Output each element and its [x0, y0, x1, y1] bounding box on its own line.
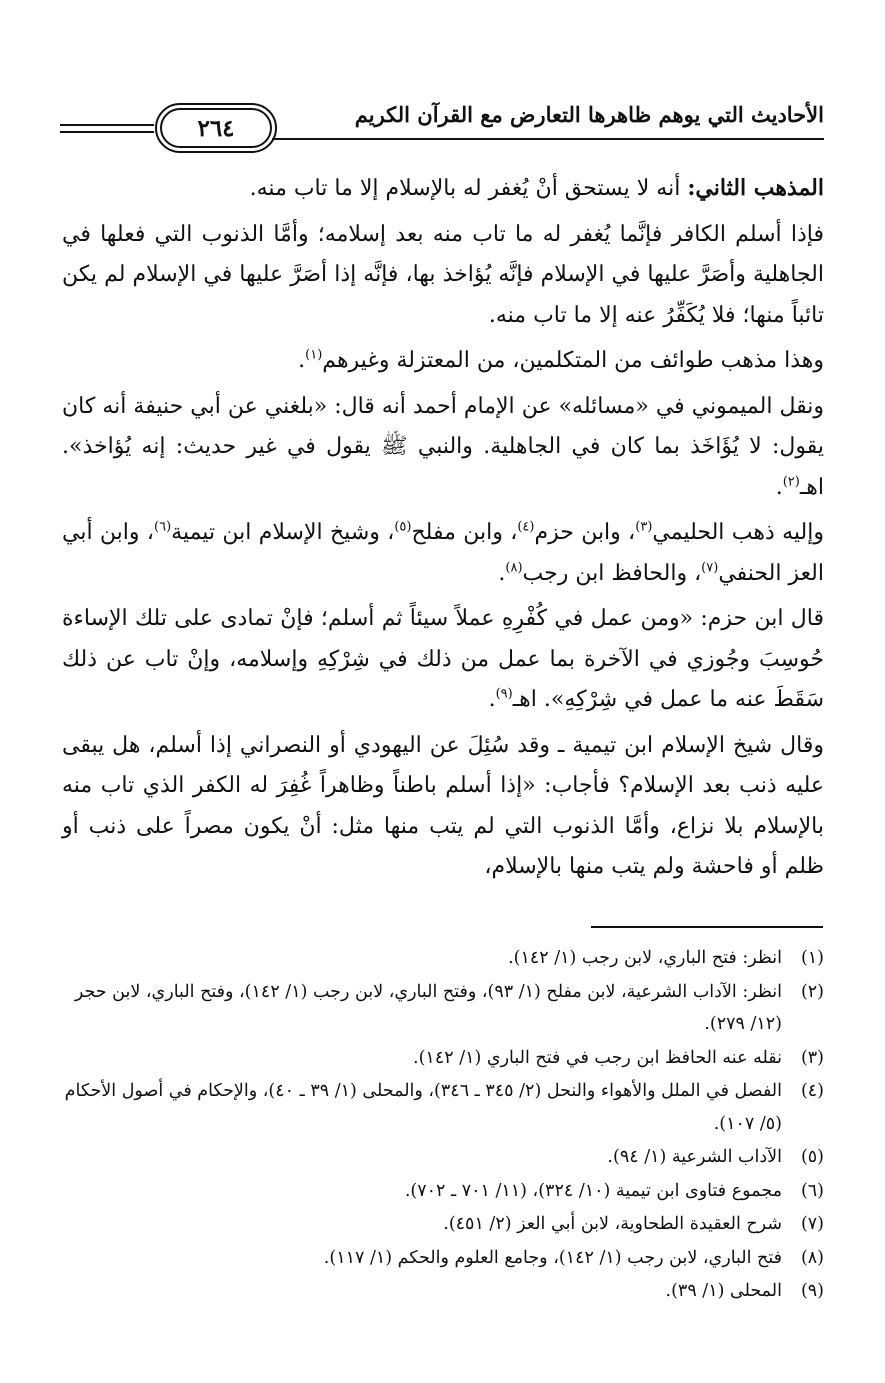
- paragraph-1-text: أنه لا يستحق أنْ يُغفر له بالإسلام إلا ما تاب منه.: [249, 176, 688, 201]
- footnote-item: [62, 1242, 824, 1275]
- page-header: [60, 96, 824, 154]
- footnote-ref-1[interactable]: (١): [305, 347, 323, 363]
- footnote-item: [62, 1042, 824, 1075]
- footnote-text: مجموع فتاوى ابن تيمية (١٠/ ٣٢٤)، (١١/ ٧٠١ ـ ٧٠٢).: [404, 1180, 782, 1201]
- footnote-ref-5[interactable]: (٥): [394, 519, 412, 535]
- paragraph-5-part-a: وإليه ذهب الحليمي: [652, 520, 825, 545]
- footnote-text: نقله عنه الحافظ ابن رجب في فتح الباري (١/ ١٤٢).: [413, 1047, 782, 1068]
- footnote-text: الآداب الشرعية (١/ ٩٤).: [607, 1147, 782, 1167]
- paragraph-6-end: .: [488, 687, 496, 712]
- paragraph-6: [62, 599, 824, 721]
- footnote-text: الفصل في الملل والأهواء والنحل (٢/ ٣٤٥ ـ ٣٤٦)، والمحلى (١/ ٣٩ ـ ٤٠)، والإحكام في أصول الأحكام (٥/ ١٠٧).: [64, 1081, 782, 1134]
- header-rule: [272, 138, 824, 140]
- paragraph-5-part-e: ، وابن أبي العز الحنفي: [62, 520, 824, 586]
- footnote-number: (٧): [800, 1214, 824, 1234]
- paragraph-3-end: .: [298, 348, 306, 373]
- footnote-number: (١): [800, 948, 824, 968]
- footnote-item: [62, 1275, 824, 1308]
- paragraph-2: فإذا أسلم الكافر فإنَّما يُغفر له ما تاب منه بعد إسلامه؛ وأمَّا الذنوب التي فعلها في الجاهلية وأصَرَّ عليها في الإسلام فإنَّه يُؤاخذ بها، فإنَّه إذا أصَرَّ عليها في الإسلام لم يكن تائباً منها؛ فلا يُكَفِّرُ عنه إلا ما تاب منه.: [62, 221, 824, 328]
- footnote-item: [62, 1175, 824, 1208]
- main-text: [62, 168, 824, 893]
- footnote-ref-8[interactable]: (٨): [505, 560, 523, 576]
- footnote-number: (٨): [800, 1247, 824, 1268]
- footnote-number: (٤): [800, 1081, 824, 1101]
- second-school-label: المذهب الثاني:: [687, 175, 824, 201]
- footnote-number: (٦): [800, 1180, 824, 1201]
- footnote-number: (٥): [800, 1147, 824, 1167]
- paragraph-6-text: قال ابن حزم: «ومن عمل في كُفْرِهِ عملاً سيئاً ثم أسلم؛ فإنْ تمادى على تلك الإساءة حُوسِبَ وجُوزي في الآخرة بما عمل من ذلك في شِرْكِهِ وإسلامه، وإنْ تاب عن ذلك سَقَطَ عنه ما عمل في شِرْكِهِ». اهـ: [62, 606, 824, 712]
- footnote-ref-4[interactable]: (٤): [517, 519, 535, 535]
- footnote-item: [62, 1075, 824, 1140]
- footnote-item: [62, 942, 824, 975]
- header-double-rule-bottom: [60, 131, 154, 133]
- footnotes-list: [62, 942, 824, 1309]
- paragraph-7: وقال شيخ الإسلام ابن تيمية ـ وقد سُئِلَ عن اليهودي أو النصراني إذا أسلم، هل يبقى عليه ذنب بعد الإسلام؟ فأجاب: «إذا أسلم باطناً وظاهراً غُفِرَ له الكفر الذي تاب منه بالإسلام بلا نزاع، وأمَّا الذنوب التي لم يتب منها مثل: أنْ يكون مصراً على ذنب أو ظلم أو فاحشة ولم يتب منها بالإسلام،: [62, 732, 824, 879]
- footnote-ref-7[interactable]: (٧): [701, 560, 719, 576]
- footnote-number: (٣): [800, 1047, 824, 1068]
- footnote-number: (٢): [800, 981, 824, 1002]
- footnote-text: فتح الباري، لابن رجب (١/ ١٤٢)، وجامع العلوم والحكم (١/ ١١٧).: [323, 1247, 782, 1268]
- paragraph-5-part-f: ، والحافظ ابن رجب: [522, 560, 702, 586]
- paragraph-5-part-d: ، وشيخ الإسلام ابن تيمية: [171, 520, 395, 545]
- footnote-text: المحلى (١/ ٣٩).: [665, 1281, 782, 1301]
- footnote-text: شرح العقيدة الطحاوية، لابن أبي العز (٢/ ٤٥١).: [443, 1214, 782, 1234]
- paragraph-5-part-c: ، وابن مفلح: [411, 520, 518, 545]
- paragraph-4-end: .: [775, 474, 783, 500]
- footnote-ref-2[interactable]: (٢): [782, 474, 800, 490]
- paragraph-5: [62, 513, 824, 594]
- header-double-rule-top: [60, 124, 154, 126]
- paragraph-3-text: وهذا مذهب طوائف من المتكلمين، من المعتزلة وغيرهم: [322, 348, 824, 373]
- footnote-text: انظر: الآداب الشرعية، لابن مفلح (١/ ٩٣)، وفتح الباري، لابن رجب (١/ ١٤٢)، وفتح الباري، لابن حجر (١٢/ ٢٧٩).: [74, 981, 782, 1034]
- paragraph-4-text: ونقل الميموني في «مسائله» عن الإمام أحمد أنه قال: «بلغني عن أبي حنيفة أنه كان يقول: لا يُؤَاخَذ بما كان في الجاهلية. والنبي ﷺ يقول في غير حديث: إنه يُؤاخذ». اهـ: [62, 393, 825, 500]
- footnote-separator: [591, 926, 823, 928]
- footnote-text: انظر: فتح الباري، لابن رجب (١/ ١٤٢).: [508, 948, 782, 968]
- paragraph-5-end: .: [498, 560, 506, 586]
- paragraph-4: [62, 387, 824, 509]
- footnote-item: [62, 976, 824, 1041]
- paragraph-5-part-b: ، وابن حزم: [534, 520, 636, 545]
- footnote-ref-6[interactable]: (٦): [154, 519, 172, 535]
- footnote-item: [62, 1208, 824, 1241]
- running-title: الأحاديث التي يوهم ظاهرها التعارض مع القرآن الكريم: [354, 102, 824, 127]
- paragraph-1: [62, 168, 824, 210]
- footnote-ref-9[interactable]: (٩): [495, 686, 513, 702]
- paragraph-3: [62, 341, 824, 382]
- footnote-item: [62, 1141, 824, 1174]
- footnote-ref-3[interactable]: (٣): [635, 519, 653, 535]
- footnote-number: (٩): [800, 1281, 824, 1301]
- page-number: ٢٦٤: [160, 108, 272, 148]
